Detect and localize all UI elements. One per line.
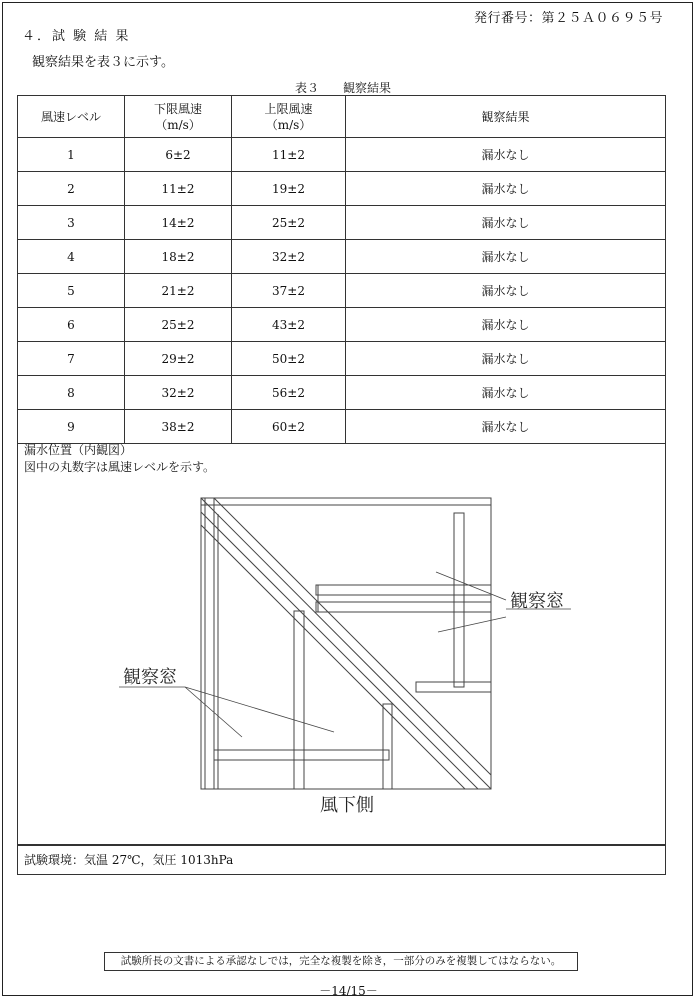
table-header-row	[18, 96, 666, 138]
result-cell: 漏水なし	[346, 376, 666, 410]
upper-speed-cell: 50±2	[232, 342, 346, 376]
table-caption-title: 観察結果	[343, 81, 392, 95]
upper-speed-cell: 56±2	[232, 376, 346, 410]
table-row	[18, 376, 666, 410]
table-row	[18, 274, 666, 308]
level-cell: 3	[18, 206, 125, 240]
result-cell: 漏水なし	[346, 206, 666, 240]
leader-line	[185, 687, 334, 732]
result-cell: 漏水なし	[346, 274, 666, 308]
middle-rail	[316, 602, 491, 612]
header-cell: 観察結果	[346, 96, 666, 138]
page-number: －14/15－	[319, 984, 378, 998]
level-cell: 4	[18, 240, 125, 274]
upper-speed-cell: 43±2	[232, 308, 346, 342]
level-cell: 5	[18, 274, 125, 308]
level-cell: 6	[18, 308, 125, 342]
reproduction-notice: 試験所長の文書による承認なしでは，完全な複製を除き，一部分のみを複製してはならない。	[104, 952, 578, 971]
leak-location-panel	[17, 439, 666, 845]
upper-speed-cell: 60±2	[232, 410, 346, 444]
section-intro: 観察結果を表３に示す。	[32, 55, 174, 70]
test-environment: 試験環境：気温 27℃，気圧 1013hPa	[17, 845, 666, 875]
table-row	[18, 342, 666, 376]
header-cell: 下限風速 （m/s）	[125, 96, 232, 138]
header-cell: 風速レベル	[18, 96, 125, 138]
upper-speed-cell: 19±2	[232, 172, 346, 206]
result-cell: 漏水なし	[346, 308, 666, 342]
header-cell: 上限風速 （m/s）	[232, 96, 346, 138]
upper-speed-cell: 25±2	[232, 206, 346, 240]
result-cell: 漏水なし	[346, 410, 666, 444]
diagonal-brace	[201, 498, 491, 789]
level-cell: 9	[18, 410, 125, 444]
lower-speed-cell: 21±2	[125, 274, 232, 308]
diagram-note: 図中の丸数字は風速レベルを示す。	[24, 460, 216, 474]
lower-speed-cell: 25±2	[125, 308, 232, 342]
left-stile	[205, 498, 214, 789]
table-row	[18, 206, 666, 240]
result-cell: 漏水なし	[346, 138, 666, 172]
table-row	[18, 308, 666, 342]
table-caption	[295, 79, 391, 96]
level-cell: 2	[18, 172, 125, 206]
level-cell: 7	[18, 342, 125, 376]
result-cell: 漏水なし	[346, 240, 666, 274]
bottom-rail	[214, 750, 389, 760]
upper-speed-cell: 32±2	[232, 240, 346, 274]
diagram-title: 漏水位置（内観図）	[24, 443, 133, 457]
lower-speed-cell: 11±2	[125, 172, 232, 206]
lower-speed-cell: 38±2	[125, 410, 232, 444]
result-cell: 漏水なし	[346, 172, 666, 206]
lower-speed-cell: 18±2	[125, 240, 232, 274]
table-caption-label: 表３	[295, 81, 320, 95]
lower-speed-cell: 32±2	[125, 376, 232, 410]
lower-speed-cell: 14±2	[125, 206, 232, 240]
upper-rail	[316, 585, 491, 595]
window-label-left: 観察窓	[123, 667, 177, 687]
result-cell: 漏水なし	[346, 342, 666, 376]
leader-line	[438, 617, 506, 632]
post-right	[383, 704, 392, 789]
upper-speed-cell: 11±2	[232, 138, 346, 172]
level-cell: 1	[18, 138, 125, 172]
window-frame-drawing	[18, 439, 665, 845]
results-table	[17, 95, 666, 444]
issue-number: 発行番号：第２５Ａ０６９５号	[473, 11, 663, 26]
section-title: ４．試 験 結 果	[22, 29, 131, 44]
leeward-label: 風下側	[320, 795, 374, 815]
post-left	[294, 611, 304, 789]
upper-speed-cell: 37±2	[232, 274, 346, 308]
lower-speed-cell: 6±2	[125, 138, 232, 172]
level-cell: 8	[18, 376, 125, 410]
window-label-right: 観察窓	[510, 591, 564, 611]
leader-line	[436, 572, 506, 600]
right-mullion	[454, 513, 464, 687]
table-row	[18, 172, 666, 206]
lower-speed-cell: 29±2	[125, 342, 232, 376]
table-row	[18, 240, 666, 274]
table-row	[18, 138, 666, 172]
